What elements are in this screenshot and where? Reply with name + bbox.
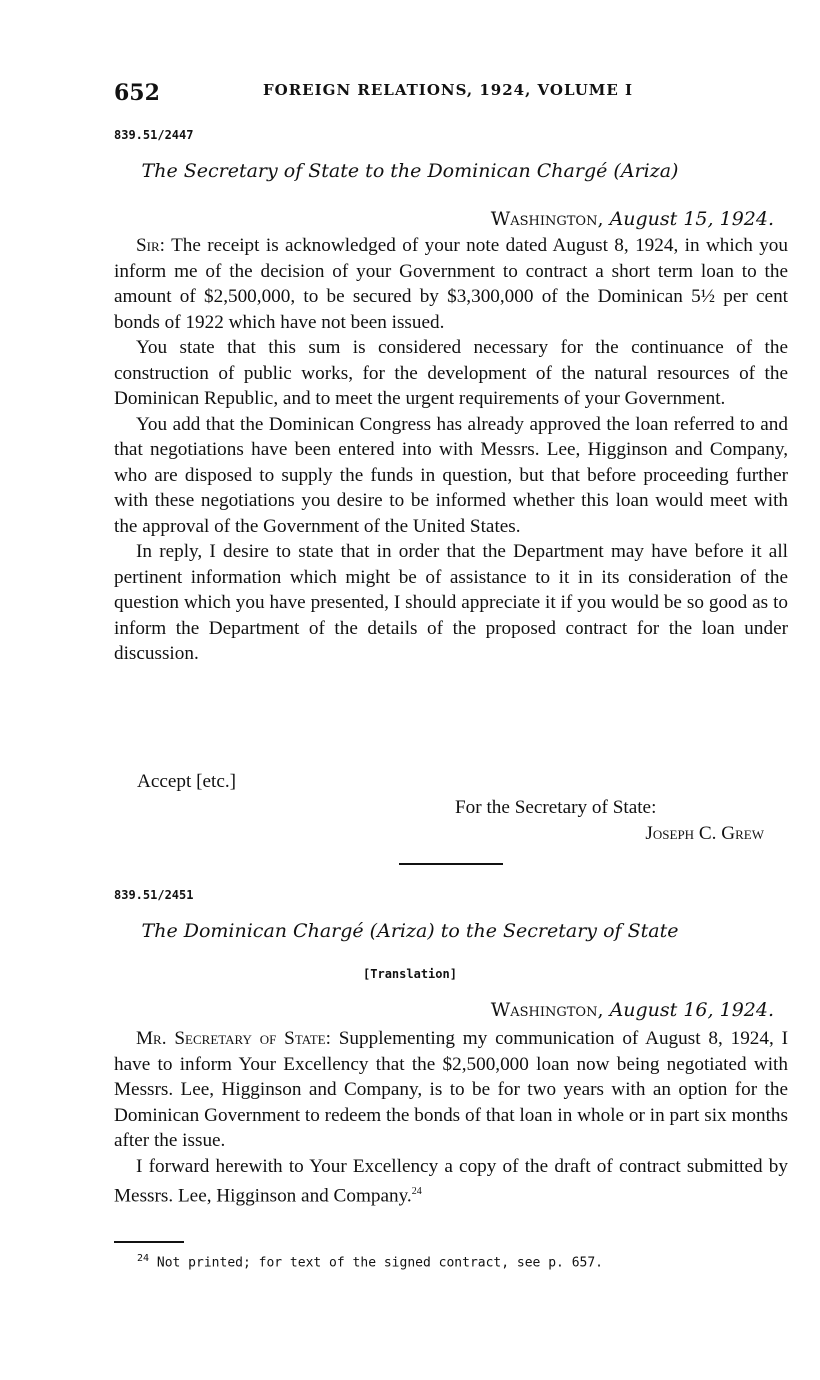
dateline-place: Washington, [490, 999, 604, 1021]
running-title: FOREIGN RELATIONS, 1924, VOLUME I [263, 81, 634, 99]
section-divider [399, 863, 503, 865]
letter-body [114, 1026, 788, 1209]
signature-name: Joseph C. Grew [645, 823, 764, 844]
page-number: 652 [114, 80, 160, 106]
paragraph [114, 233, 788, 335]
document-title: The Dominican Chargé (Ariza) to the Secretary of State [141, 920, 679, 942]
document-title: The Secretary of State to the Dominican Chargé (Ariza) [141, 160, 679, 182]
paragraph-text: The receipt is acknowledged of your note dated August 8, 1924, in which you inform me of the decision of your Government to contract a short term loan to the amount of $2,500,000, to be secured by $3,300,000 of the Dominican 5½ per cent bonds of 1922 which have not been issued. [114, 235, 788, 333]
footnote [137, 1253, 603, 1270]
paragraph: In reply, I desire to state that in order that the Department may have before it all pertinent information which might be of assistance to it in its consideration of the question which you have presented, I should appreciate it if you would be so good as to inform the Department of the details of the proposed contract for the loan under discussion. [114, 541, 788, 664]
footnote-marker: 24 [137, 1253, 150, 1264]
salutation: Mr. Secretary of State: [136, 1028, 331, 1049]
paragraph-text: I forward herewith to Your Excellency a copy of the draft of contract submitted by Messrs. Lee, Higginson and Company. [114, 1155, 788, 1207]
footnote-text: Not printed; for text of the signed contract, see p. 657. [156, 1255, 603, 1271]
file-number: 839.51/2447 [114, 128, 194, 142]
file-number: 839.51/2451 [114, 888, 194, 902]
closing: Accept [etc.] [137, 771, 237, 792]
letter-body [114, 233, 788, 667]
paragraph [114, 1026, 788, 1154]
signature-line: For the Secretary of State: [455, 797, 657, 818]
footnote-reference[interactable]: 24 [411, 1186, 422, 1197]
paragraph: You add that the Dominican Congress has already approved the loan referred to and that negotiations have been entered into with Messrs. Lee, Higginson and Company, who are disposed to supply the funds in question, but that before proceeding further with these negotiations you desire to be informed whether this loan would meet with the approval of the Government of the United States. [114, 413, 788, 537]
dateline-date: August 16, 1924. [609, 999, 774, 1021]
salutation: Sir: [136, 235, 166, 256]
translation-note: [Translation] [363, 967, 457, 981]
dateline [491, 999, 774, 1021]
dateline-place: Washington, [490, 208, 604, 230]
dateline [491, 208, 774, 230]
dateline-date: August 15, 1924. [609, 208, 774, 230]
paragraph-text: Supplementing my communication of August 8, 1924, I have to inform Your Excellency that the $2,500,000 loan now being negotiated with Messrs. Lee, Higginson and Company, is to be for two years with an option for the Dominican Government to redeem the bonds of that loan in whole or in part six months after the issue. [114, 1028, 789, 1151]
paragraph: You state that this sum is considered necessary for the continuance of the construction of public works, for the development of the natural resources of the Dominican Republic, and to meet the urgent requirements of your Government. [114, 337, 788, 409]
paragraph [114, 1154, 788, 1209]
footnote-divider [114, 1241, 184, 1243]
